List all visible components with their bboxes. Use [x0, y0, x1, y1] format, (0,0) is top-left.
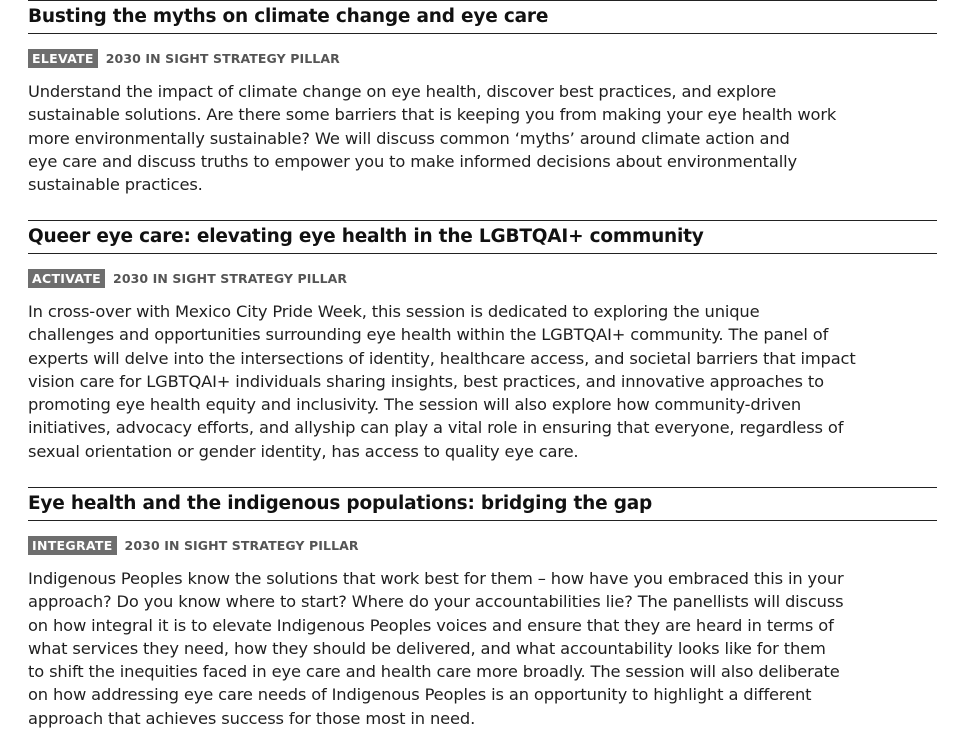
description-line: In cross-over with Mexico City Pride Week, this session is dedicated to exploring the unique	[28, 302, 760, 321]
pillar-badge: INTEGRATE	[28, 536, 117, 555]
pillar-row	[28, 48, 937, 68]
description-line: approach? Do you know where to start? Where do your accountabilities lie? The panellists will discuss	[28, 592, 844, 612]
session-title-bar	[28, 220, 937, 254]
session-description	[28, 80, 937, 196]
session-description	[28, 567, 937, 730]
description-line: on how integral it is to elevate Indigenous Peoples voices and ensure that they are heard in terms of	[28, 615, 834, 635]
description-line: experts will delve into the intersections of identity, healthcare access, and societal barriers that impact	[28, 348, 856, 368]
description-line: sustainable practices.	[28, 175, 203, 195]
description-line: to shift the inequities faced in eye care and health care more broadly. The session will also deliberate	[28, 662, 840, 682]
session-indigenous	[28, 487, 937, 730]
pillar-badge: ELEVATE	[28, 49, 98, 68]
session-queer-eye-care	[28, 220, 937, 463]
description-line: sexual orientation or gender identity, has access to quality eye care.	[28, 441, 579, 461]
description-line: approach that achieves success for those most in need.	[28, 708, 476, 728]
description-line: vision care for LGBTQAI+ individuals sharing insights, best practices, and innovative approaches to	[28, 371, 824, 391]
session-title-bar	[28, 0, 937, 34]
description-line: on how addressing eye care needs of Indigenous Peoples is an opportunity to highlight a different	[28, 685, 812, 705]
session-title: Queer eye care: elevating eye health in the LGBTQAI+ community	[28, 226, 704, 247]
description-line: Understand the impact of climate change on eye health, discover best practices, and explore	[28, 82, 777, 101]
pillar-label: 2030 IN SIGHT STRATEGY PILLAR	[113, 270, 348, 286]
session-description	[28, 300, 937, 463]
description-line: Indigenous Peoples know the solutions that work best for them – how have you embraced this in your	[28, 569, 844, 588]
description-line: what services they need, how they should be delivered, and what accountability looks like for them	[28, 638, 826, 658]
session-title: Eye health and the indigenous populations: bridging the gap	[28, 493, 653, 514]
pillar-label: 2030 IN SIGHT STRATEGY PILLAR	[124, 537, 359, 553]
session-title: Busting the myths on climate change and eye care	[28, 6, 549, 27]
description-line: sustainable solutions. Are there some barriers that is keeping you from making your eye health work	[28, 105, 837, 125]
pillar-label: 2030 IN SIGHT STRATEGY PILLAR	[105, 50, 340, 66]
description-line: eye care and discuss truths to empower you to make informed decisions about environmentally	[28, 151, 797, 171]
pillar-row	[28, 535, 937, 555]
pillar-row	[28, 268, 937, 288]
description-line: promoting eye health equity and inclusivity. The session will also explore how community-driven	[28, 395, 802, 415]
description-line: initiatives, advocacy efforts, and allyship can play a vital role in ensuring that everyone, regardless of	[28, 418, 844, 438]
pillar-badge: ACTIVATE	[28, 269, 105, 288]
session-climate	[28, 0, 937, 196]
description-line: challenges and opportunities surrounding eye health within the LGBTQAI+ community. The panel of	[28, 325, 829, 345]
session-title-bar	[28, 487, 937, 521]
description-line: more environmentally sustainable? We will discuss common ‘myths’ around climate action and	[28, 128, 790, 148]
